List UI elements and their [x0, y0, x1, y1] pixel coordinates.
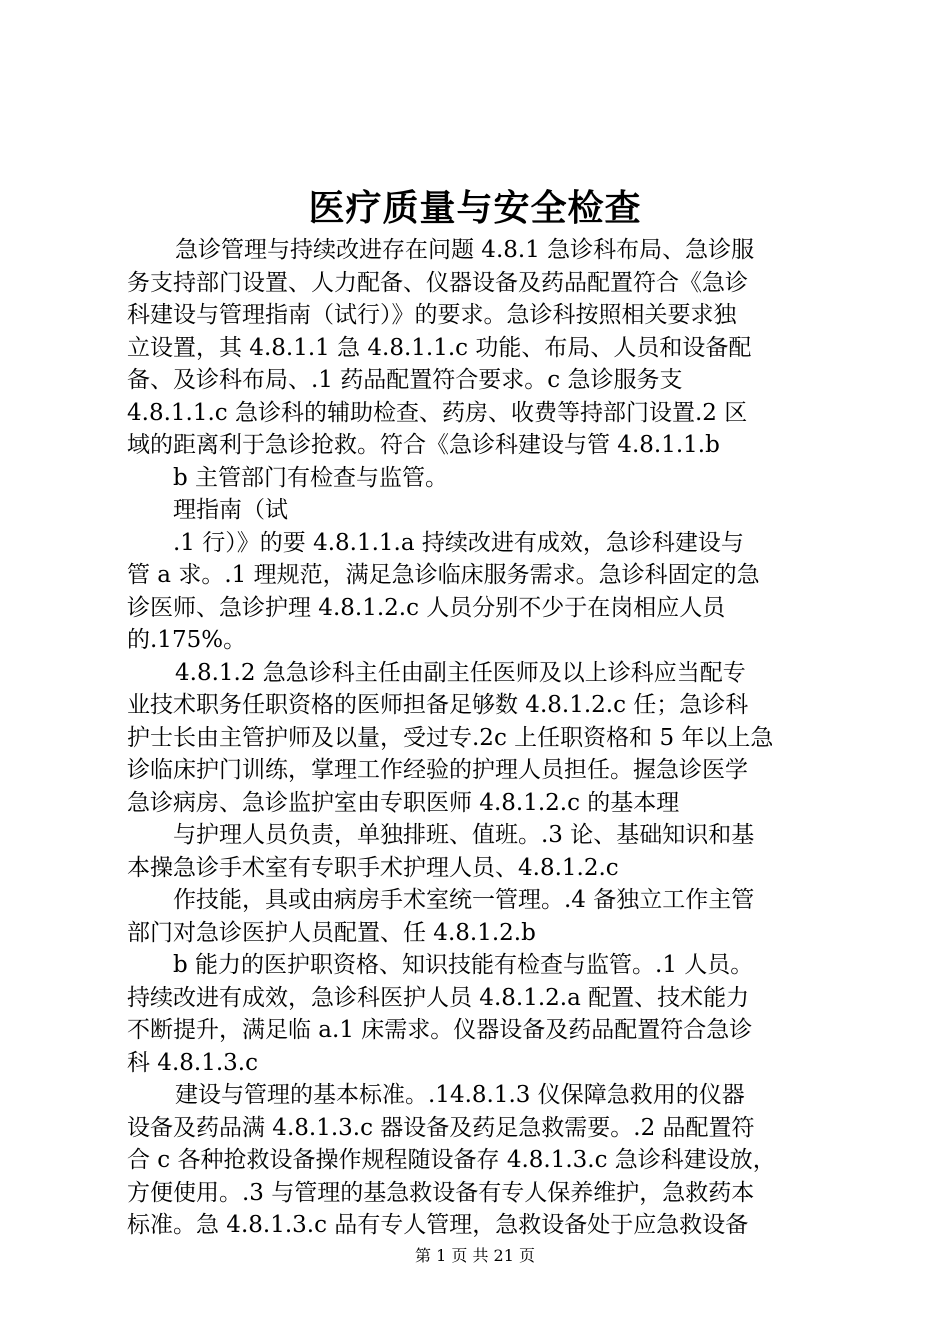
text-line: 理指南（试: [173, 497, 288, 523]
text-line: 的.175%。: [127, 627, 247, 653]
text-line: 立设置，其 4.8.1.1 急 4.8.1.1.c 功能、布局、人员和设备配: [127, 334, 752, 361]
text-line: 护士长由主管护师及以量，受过专.2c 上任职资格和 5 年以上急: [127, 724, 774, 751]
text-line: 部门对急诊医护人员配置、任 4.8.1.2.b: [127, 919, 536, 946]
text-line: .1 行）》的要 4.8.1.1.a 持续改进有成效，急诊科建设与: [173, 529, 744, 556]
text-line: 急诊管理与持续改进存在问题 4.8.1 急诊科布局、急诊服: [175, 237, 755, 263]
text-line: b 主管部门有检查与监管。: [173, 464, 449, 491]
text-line: 作技能，具或由病房手术室统一管理。.4 备独立工作主管: [173, 887, 755, 913]
text-line: 备、及诊科布局、.1 药品配置符合要求。c 急诊服务支: [127, 367, 683, 393]
text-line: 4.8.1.2 急急诊科主任由副主任医师及以上诊科应当配专: [175, 659, 746, 686]
text-line: 诊临床护门训练，掌理工作经验的护理人员担任。握急诊医学: [127, 757, 748, 783]
text-line: 科建设与管理指南（试行）》的要求。急诊科按照相关要求独: [127, 302, 737, 328]
text-line: b 能力的医护职资格、知识技能有检查与监管。.1 人员。: [173, 952, 754, 978]
text-line: 方便使用。.3 与管理的基急救设备有专人保养维护，急救药本: [127, 1179, 755, 1206]
text-line: 合 c 各种抢救设备操作规程随设备存 4.8.1.3.c 急诊科建设放，: [127, 1147, 776, 1173]
text-line: 不断提升，满足临 a.1 床需求。仪器设备及药品配置符合急诊: [127, 1017, 753, 1043]
text-line: 本操急诊手术室有专职手术护理人员、4.8.1.2.c: [127, 854, 619, 881]
text-line: 管 a 求。.1 理规范，满足急诊临床服务需求。急诊科固定的急: [127, 562, 760, 588]
page-footer: 第 1 页 共 21 页: [415, 1246, 535, 1265]
text-line: 科 4.8.1.3.c: [127, 1049, 258, 1076]
text-line: 务支持部门设置、人力配备、仪器设备及药品配置符合《急诊: [127, 269, 748, 296]
document-title: 医疗质量与安全检查: [308, 187, 642, 229]
text-line: 诊医师、急诊护理 4.8.1.2.c 人员分别不少于在岗相应人员: [127, 594, 726, 621]
text-line: 4.8.1.1.c 急诊科的辅助检查、药房、收费等持部门设置.2 区: [127, 399, 748, 426]
text-line: 标准。急 4.8.1.3.c 品有专人管理，急救设备处于应急救设备: [127, 1212, 749, 1238]
document-body: [127, 234, 837, 1242]
text-line: 业技术职务任职资格的医师担备足够数 4.8.1.2.c 任；急诊科: [127, 692, 749, 718]
text-line: 与护理人员负责，单独排班、值班。.3 论、基础知识和基: [173, 822, 755, 848]
text-line: 域的距离利于急诊抢救。符合《急诊科建设与管 4.8.1.1.b: [127, 432, 720, 458]
text-line: 急诊病房、急诊监护室由专职医师 4.8.1.2.c 的基本理: [127, 789, 680, 816]
text-line: 持续改进有成效，急诊科医护人员 4.8.1.2.a 配置、技术能力: [127, 984, 750, 1011]
text-line: 建设与管理的基本标准。.14.8.1.3 仪保障急救用的仪器: [175, 1082, 745, 1108]
text-line: 设备及药品满 4.8.1.3.c 器设备及药足急救需要。.2 品配置符: [127, 1114, 755, 1141]
